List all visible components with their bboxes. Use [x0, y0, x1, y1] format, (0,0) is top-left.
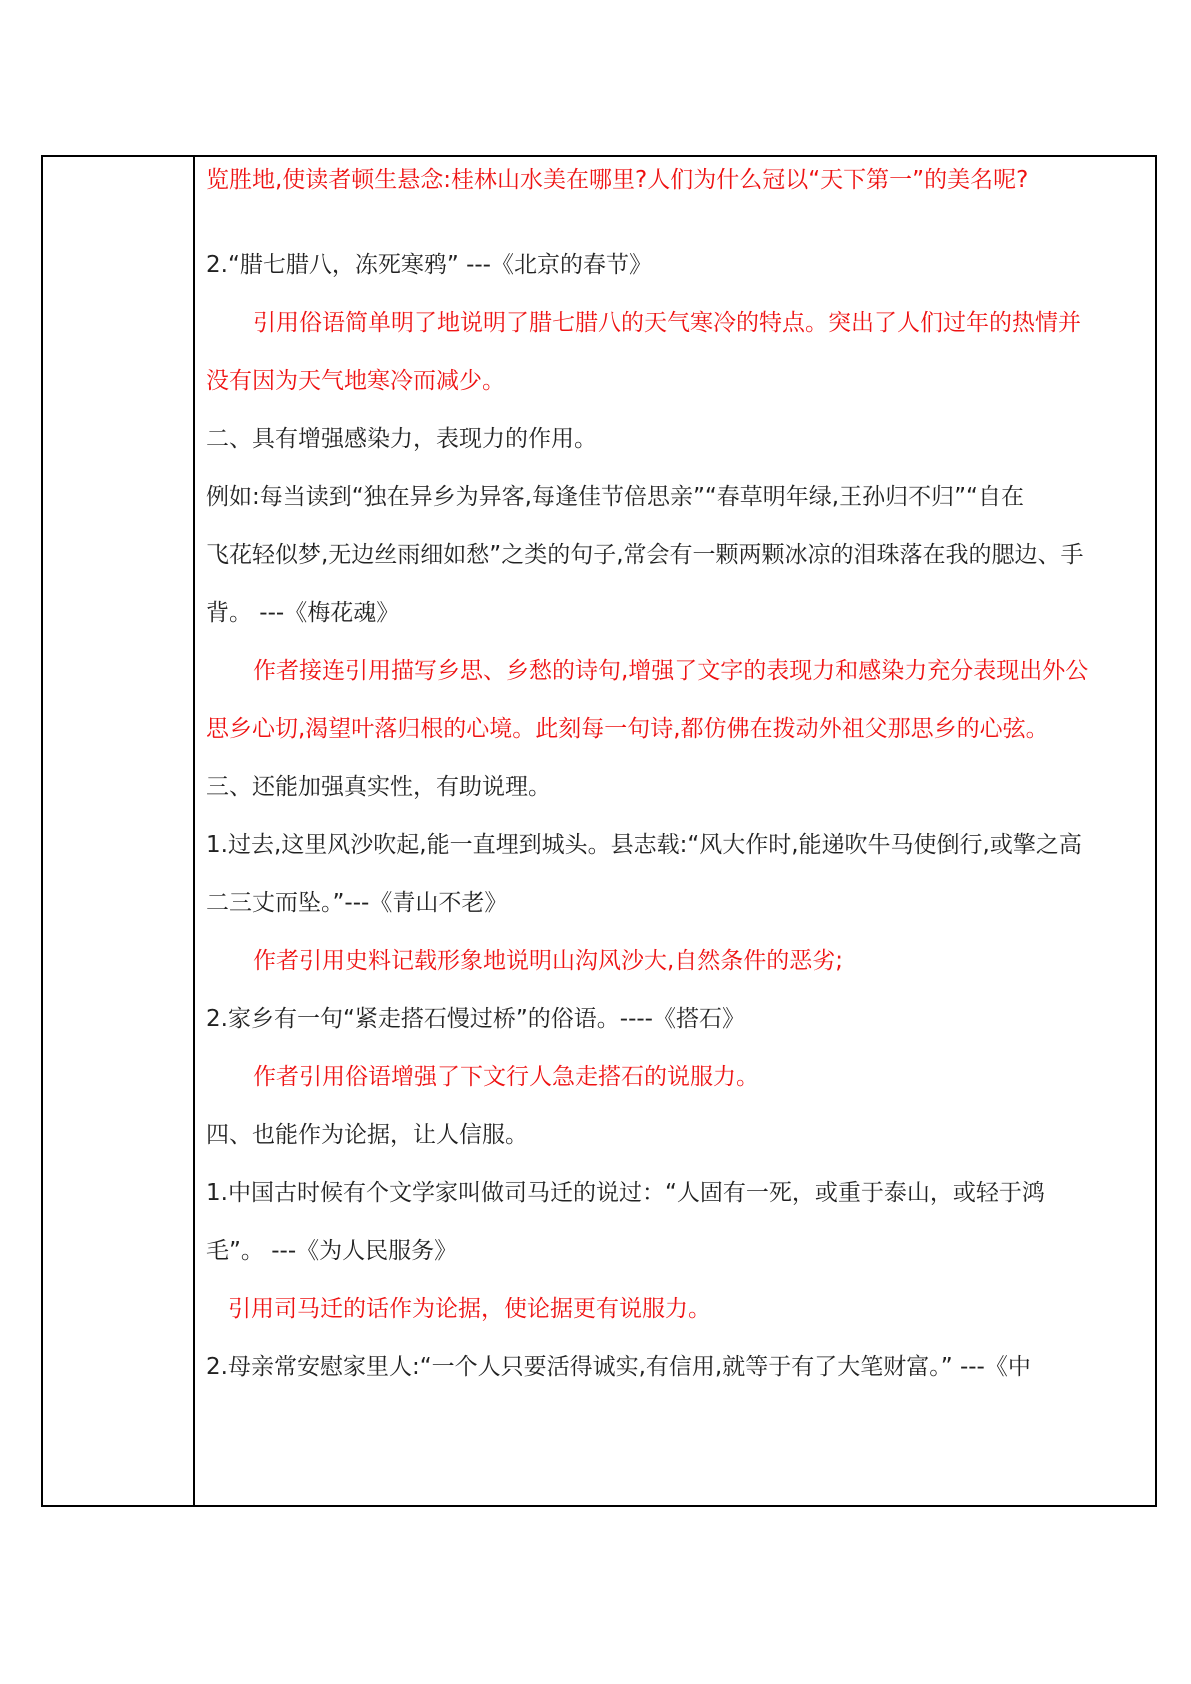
paragraph-line: 思乡心切,渴望叶落归根的心境。此刻每一句诗,都仿佛在拨动外祖父那思乡的心弦。: [206, 716, 1049, 742]
paragraph-line: 没有因为天气地寒冷而减少。: [206, 368, 505, 394]
paragraph-line: 毛”。 ---《为人民服务》: [206, 1238, 458, 1264]
section-heading: 二、具有增强感染力，表现力的作用。: [206, 426, 597, 452]
paragraph-line: 作者接连引用描写乡思、乡愁的诗句,增强了文字的表现力和感染力充分表现出外公: [253, 658, 1089, 684]
paragraph-line: 2.“腊七腊八，冻死寒鸦” ---《北京的春节》: [206, 252, 652, 278]
content-cell: [43, 157, 1155, 1505]
paragraph-line: 引用司马迁的话作为论据，使论据更有说服力。: [228, 1296, 711, 1322]
section-heading: 四、也能作为论据，让人信服。: [206, 1122, 528, 1148]
paragraph-line: 例如:每当读到“独在异乡为异客,每逢佳节倍思亲”“春草明年绿,王孙归不归”“自在: [206, 484, 1024, 510]
paragraph-line: 作者引用史料记载形象地说明山沟风沙大,自然条件的恶劣;: [253, 948, 844, 974]
paragraph-line: 二三丈而坠。”---《青山不老》: [206, 890, 508, 916]
paragraph-line: 引用俗语简单明了地说明了腊七腊八的天气寒冷的特点。突出了人们过年的热情并: [253, 310, 1081, 336]
paragraph-line: 1.中国古时候有个文学家叫做司马迁的说过：“人固有一死，或重于泰山，或轻于鸿: [206, 1180, 1045, 1206]
paragraph-line: 背。 ---《梅花魂》: [206, 600, 400, 626]
paragraph-line: 作者引用俗语增强了下文行人急走搭石的说服力。: [253, 1064, 759, 1090]
table-frame: [41, 155, 1157, 1507]
paragraph-line: 2.家乡有一句“紧走搭石慢过桥”的俗语。----《搭石》: [206, 1006, 745, 1032]
paragraph-line: 1.过去,这里风沙吹起,能一直埋到城头。县志载:“风大作时,能递吹牛马使倒行,或擎之高: [206, 832, 1082, 858]
paragraph-line: 览胜地,使读者顿生悬念:桂林山水美在哪里?人们为什么冠以“天下第一”的美名呢?: [206, 167, 1029, 193]
paragraph-line: 2.母亲常安慰家里人:“一个人只要活得诚实,有信用,就等于有了大笔财富。” ---《中: [206, 1354, 1031, 1380]
paragraph-line: 飞花轻似梦,无边丝雨细如愁”之类的句子,常会有一颗两颗冰凉的泪珠落在我的腮边、手: [206, 542, 1084, 568]
section-heading: 三、还能加强真实性，有助说理。: [206, 774, 551, 800]
